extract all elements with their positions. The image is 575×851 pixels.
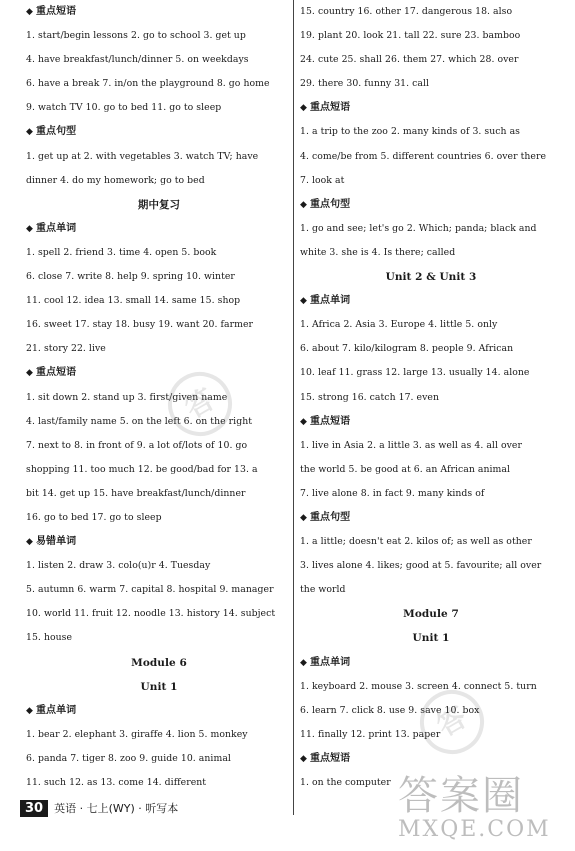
- answer-line: 6. have a break 7. in/on the playground 8. go home: [26, 78, 270, 90]
- left-column: [26, 0, 292, 795]
- section-heading: [300, 410, 562, 434]
- answer-line: 1. live in Asia 2. a little 3. as well as 4. all over: [300, 439, 522, 451]
- answer-line: 7. live alone 8. in fact 9. many kinds of: [300, 487, 485, 499]
- answer-line: 9. watch TV 10. go to bed 11. go to sleep: [26, 102, 222, 114]
- column-divider: [293, 0, 294, 815]
- answer-line: 10. leaf 11. grass 12. large 13. usually 14. alone: [300, 367, 530, 379]
- section-heading: [300, 193, 562, 217]
- section-heading: [26, 361, 292, 385]
- diamond-bullet-icon: ◆: [300, 199, 307, 210]
- section-heading-text: 重点句型: [35, 126, 77, 138]
- answer-line: bit 14. get up 15. have breakfast/lunch/dinner: [26, 487, 246, 499]
- diamond-bullet-icon: ◆: [300, 296, 307, 307]
- answer-line: 1. get up at 2. with vegetables 3. watch TV; have: [26, 150, 259, 162]
- answer-line: white 3. she is 4. Is there; called: [300, 246, 456, 258]
- section-heading: [300, 96, 562, 120]
- module-heading: Unit 1: [140, 680, 178, 693]
- answer-line: 16. go to bed 17. go to sleep: [26, 511, 162, 523]
- answer-line: 16. sweet 17. stay 18. busy 19. want 20. farmer: [26, 319, 254, 331]
- answer-line: 1. go and see; let's go 2. Which; panda; black and: [300, 222, 537, 234]
- section-heading: [300, 506, 562, 530]
- answer-line: 7. next to 8. in front of 9. a lot of/lots of 10. go: [26, 439, 248, 451]
- answer-line: 1. keyboard 2. mouse 3. screen 4. connect 5. turn: [300, 680, 537, 692]
- watermark-stamp: 答: [408, 678, 495, 765]
- answer-line: the world 5. be good at 6. an African animal: [300, 463, 511, 475]
- section-heading: [300, 747, 562, 771]
- answer-line: 21. story 22. live: [26, 343, 106, 355]
- section-heading-text: 重点短语: [35, 6, 77, 17]
- answer-line: 6. about 7. kilo/kilogram 8. people 9. African: [300, 343, 514, 355]
- diamond-bullet-icon: ◆: [26, 223, 33, 234]
- module-heading: Module 6: [131, 656, 187, 669]
- book-title: 英语 · 七上(WY) · 听写本: [54, 802, 179, 815]
- section-heading-text: 重点短语: [309, 415, 351, 427]
- section-heading: [300, 289, 562, 313]
- section-heading: [26, 0, 292, 24]
- section-heading-text: 重点句型: [309, 511, 351, 523]
- section-heading: [26, 530, 292, 554]
- page-number: 30: [20, 800, 48, 817]
- section-heading-text: 重点单词: [35, 222, 77, 234]
- diamond-bullet-icon: ◆: [300, 657, 307, 668]
- section-heading-text: 重点单词: [35, 704, 77, 716]
- section-heading-text: 重点单词: [309, 656, 351, 668]
- section-heading-text: 重点句型: [309, 198, 351, 210]
- answer-line: 1. Africa 2. Asia 3. Europe 4. little 5. only: [300, 319, 498, 331]
- answer-line: 1. a little; doesn't eat 2. kilos of; as well as other: [300, 536, 532, 548]
- section-heading-text: 重点短语: [35, 367, 77, 379]
- answer-line: dinner 4. do my homework; go to bed: [26, 174, 205, 186]
- module-heading: Module 7: [403, 608, 459, 621]
- section-heading: [26, 217, 292, 241]
- section-heading-text: 重点短语: [309, 752, 351, 764]
- diamond-bullet-icon: ◆: [300, 753, 307, 764]
- answer-line: shopping 11. too much 12. be good/bad for 13. a: [26, 463, 258, 475]
- answer-line: 1. listen 2. draw 3. colo(u)r 4. Tuesday: [26, 560, 211, 572]
- answer-line: 15. house: [26, 632, 73, 644]
- answer-line: 11. such 12. as 13. come 14. different: [26, 777, 207, 788]
- answer-line: 6. panda 7. tiger 8. zoo 9. guide 10. animal: [26, 752, 231, 764]
- section-heading-text: 重点短语: [309, 102, 351, 114]
- answer-line: 5. autumn 6. warm 7. capital 8. hospital 9. manager: [26, 584, 274, 596]
- site-watermark: [398, 774, 570, 846]
- diamond-bullet-icon: ◆: [26, 368, 33, 379]
- diamond-bullet-icon: ◆: [300, 416, 307, 427]
- section-heading-text: 易错单词: [35, 536, 77, 548]
- answer-line: 4. come/be from 5. different countries 6. over there: [300, 150, 547, 162]
- module-heading: Unit 2 & Unit 3: [385, 271, 477, 284]
- answer-line: 1. start/begin lessons 2. go to school 3. get up: [26, 30, 246, 42]
- answer-line: 29. there 30. funny 31. call: [300, 78, 430, 90]
- diamond-bullet-icon: ◆: [300, 103, 307, 114]
- answer-line: 15. strong 16. catch 17. even: [300, 391, 439, 403]
- watermark-site-url: MXQE.COM: [398, 817, 551, 842]
- answer-line: 6. close 7. write 8. help 9. spring 10. winter: [26, 271, 235, 283]
- answer-line: 4. last/family name 5. on the left 6. on the right: [26, 415, 253, 427]
- watermark-site-name: 答案圈: [398, 773, 524, 819]
- watermark-stamp: 答: [156, 360, 243, 447]
- diamond-bullet-icon: ◆: [26, 537, 33, 548]
- answer-line: 1. sit down 2. stand up 3. first/given name: [26, 391, 228, 403]
- answer-line: the world: [300, 584, 346, 596]
- module-heading: Unit 1: [412, 632, 450, 645]
- answer-line: 6. learn 7. click 8. use 9. save 10. box: [300, 704, 480, 716]
- answer-line: 4. have breakfast/lunch/dinner 5. on weekdays: [26, 54, 249, 66]
- section-heading: [26, 699, 292, 723]
- answer-line: 7. look at: [300, 174, 345, 186]
- section-heading: [26, 120, 292, 144]
- answer-line: 1. a trip to the zoo 2. many kinds of 3. such as: [300, 126, 520, 138]
- answer-line: 19. plant 20. look 21. tall 22. sure 23. bamboo: [300, 30, 521, 42]
- diamond-bullet-icon: ◆: [26, 7, 33, 17]
- right-column: [300, 0, 562, 795]
- answer-line: 24. cute 25. shall 26. them 27. which 28. over: [300, 54, 519, 66]
- answer-line: 1. spell 2. friend 3. time 4. open 5. book: [26, 246, 217, 258]
- diamond-bullet-icon: ◆: [300, 512, 307, 523]
- diamond-bullet-icon: ◆: [26, 127, 33, 138]
- answer-line: 3. lives alone 4. likes; good at 5. favourite; all over: [300, 560, 542, 572]
- page-footer: [20, 798, 178, 818]
- answer-line: 10. world 11. fruit 12. noodle 13. history 14. subject: [26, 608, 276, 620]
- module-heading: 期中复习: [137, 198, 181, 211]
- answer-line: 11. finally 12. print 13. paper: [300, 728, 441, 740]
- answer-line: 1. bear 2. elephant 3. giraffe 4. lion 5. monkey: [26, 728, 248, 740]
- section-heading: [300, 651, 562, 675]
- answer-line: 1. on the computer: [300, 777, 391, 788]
- section-heading-text: 重点单词: [309, 295, 351, 307]
- answer-line: 11. cool 12. idea 13. small 14. same 15. shop: [26, 295, 241, 307]
- answer-line: 15. country 16. other 17. dangerous 18. also: [300, 6, 513, 17]
- diamond-bullet-icon: ◆: [26, 705, 33, 716]
